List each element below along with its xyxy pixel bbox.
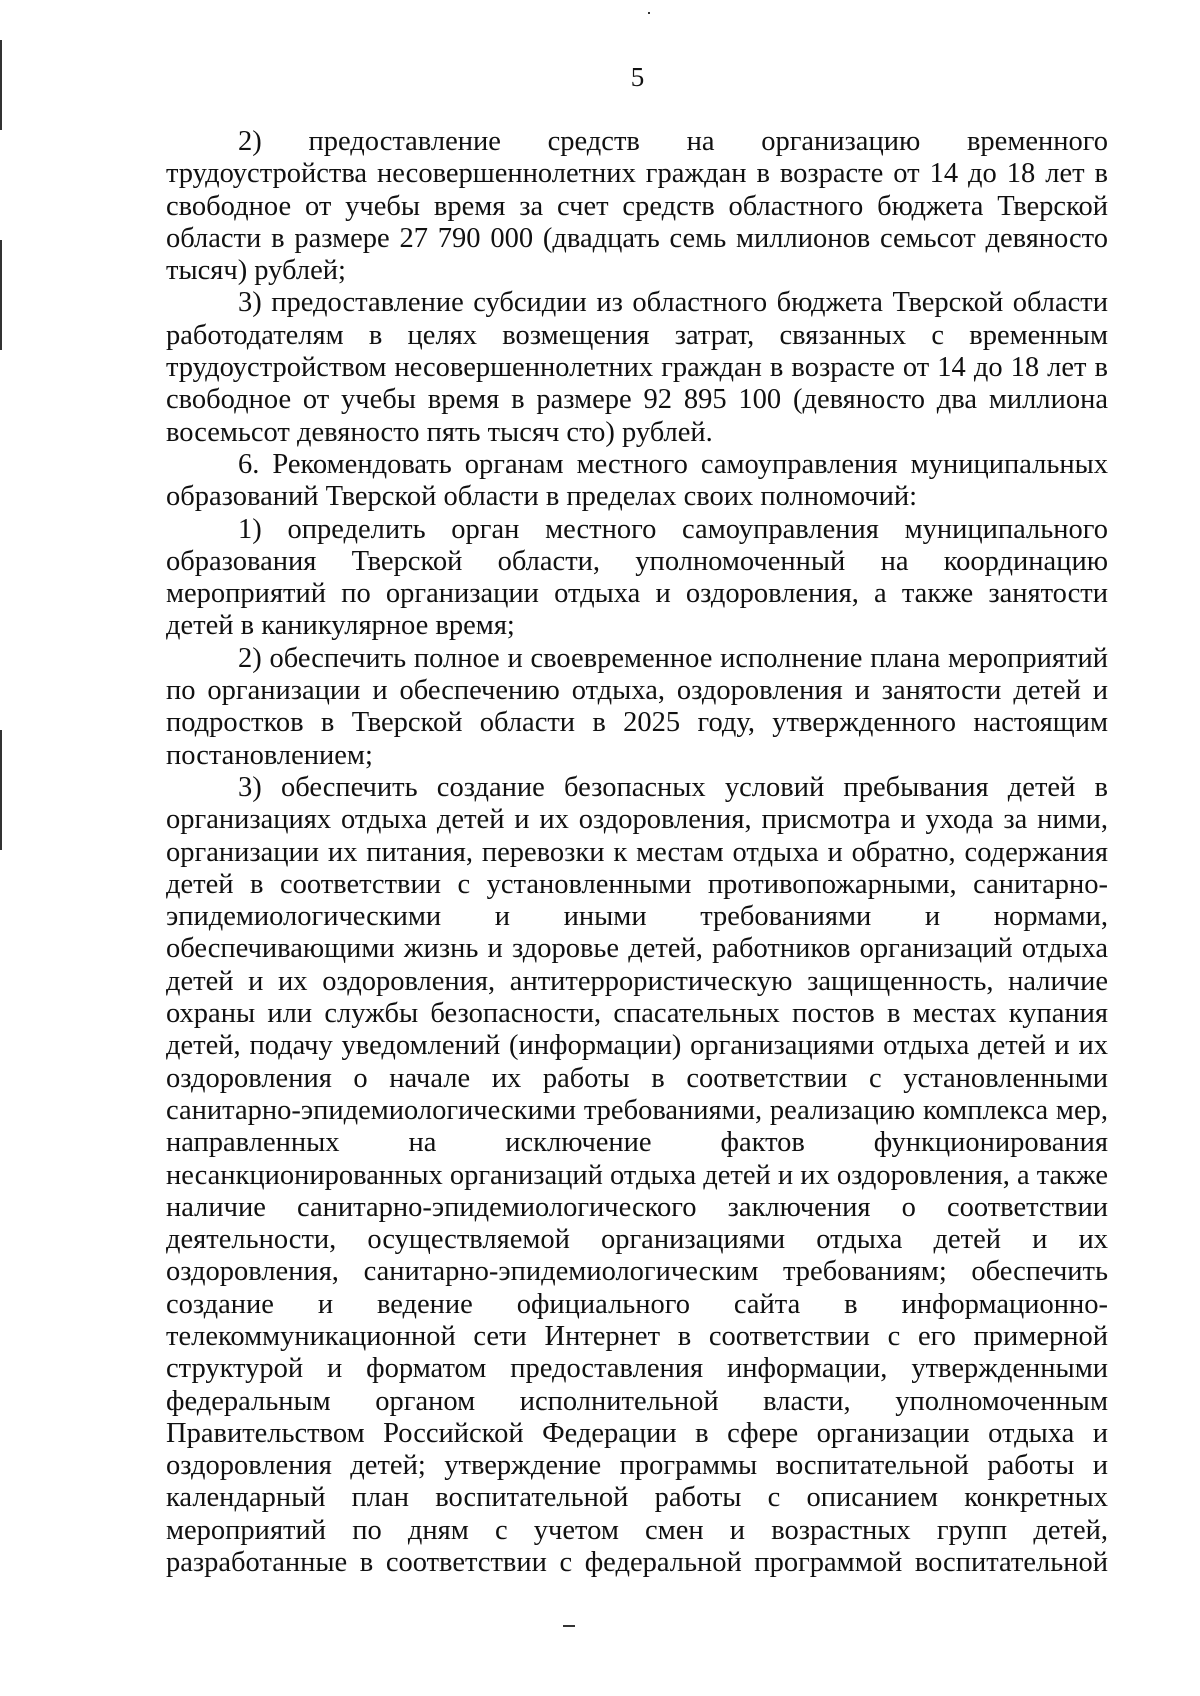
paragraph-determine-authority: 1) определить орган местного самоуправления муниципального образования Тверской области, уполномоченный на координацию мероприятий по организации отдыха и оздоровления, а также занятости детей в каникулярное время;: [166, 513, 1108, 642]
scan-edge-mark: [0, 40, 2, 130]
page-number: 5: [630, 62, 645, 92]
paragraph-recommendation-6: 6. Рекомендовать органам местного самоуправления муниципальных образований Тверской области в пределах своих полномочий:: [166, 448, 1108, 513]
scan-speck: [648, 12, 650, 14]
scan-edge-mark: [0, 730, 2, 850]
paragraph-subsidy-employers: 3) предоставление субсидии из областного бюджета Тверской области работодателям в целях возмещения затрат, связанных с временным трудоустройством несовершеннолетних граждан в возрасте от 14 до 18 лет в свободное от учебы время в размере 92 895 100 (девяносто два миллиона восемьсот девяносто пять тысяч сто) рублей.: [166, 287, 1108, 448]
paragraph-ensure-plan: 2) обеспечить полное и своевременное исполнение плана мероприятий по организации и обеспечению отдыха, оздоровления и занятости детей и подростков в Тверской области в 2025 году, утвержденного настоящим постановлением;: [166, 642, 1108, 771]
document-body: [166, 126, 1108, 1579]
scan-edge-mark: [0, 240, 2, 350]
paragraph-funding-employment: 2) предоставление средств на организацию временного трудоустройства несовершеннолетних граждан в возрасте от 14 до 18 лет в свободное от учебы время за счет средств областного бюджета Тверской области в размере 27 790 000 (двадцать семь миллионов семьсот девяносто тысяч) рублей;: [166, 126, 1108, 287]
scan-speck: [563, 1625, 575, 1627]
paragraph-safe-conditions: 3) обеспечить создание безопасных условий пребывания детей в организациях отдыха детей и их оздоровления, присмотра и ухода за ними, организации их питания, перевозки к местам отдыха и обратно, содержания детей в соответствии с установленными противопожарными, санитарно-эпидемиологическими и иными требованиями и нормами, обеспечивающими жизнь и здоровье детей, работников организаций отдыха детей и их оздоровления, антитеррористическую защищенность, наличие охраны или службы безопасности, спасательных постов в местах купания детей, подачу уведомлений (информации) организациями отдыха детей и их оздоровления о начале их работы в соответствии с установленными санитарно-эпидемиологическими требованиями, реализацию комплекса мер, направленных на исключение фактов функционирования несанкционированных организаций отдыха детей и их оздоровления, а также наличие санитарно-эпидемиологического заключения о соответствии деятельности, осуществляемой организациями отдыха детей и их оздоровления, санитарно-эпидемиологическим требованиям; обеспечить создание и ведение официального сайта в информационно-телекоммуникационной сети Интернет в соответствии с его примерной структурой и форматом предоставления информации, утвержденными федеральным органом исполнительной власти, уполномоченным Правительством Российской Федерации в сфере организации отдыха и оздоровления детей; утверждение программы воспитательной работы и календарный план воспитательной работы с описанием конкретных мероприятий по дням с учетом смен и возрастных групп детей, разработанные в соответствии с федеральной программой воспитательной: [166, 771, 1108, 1579]
